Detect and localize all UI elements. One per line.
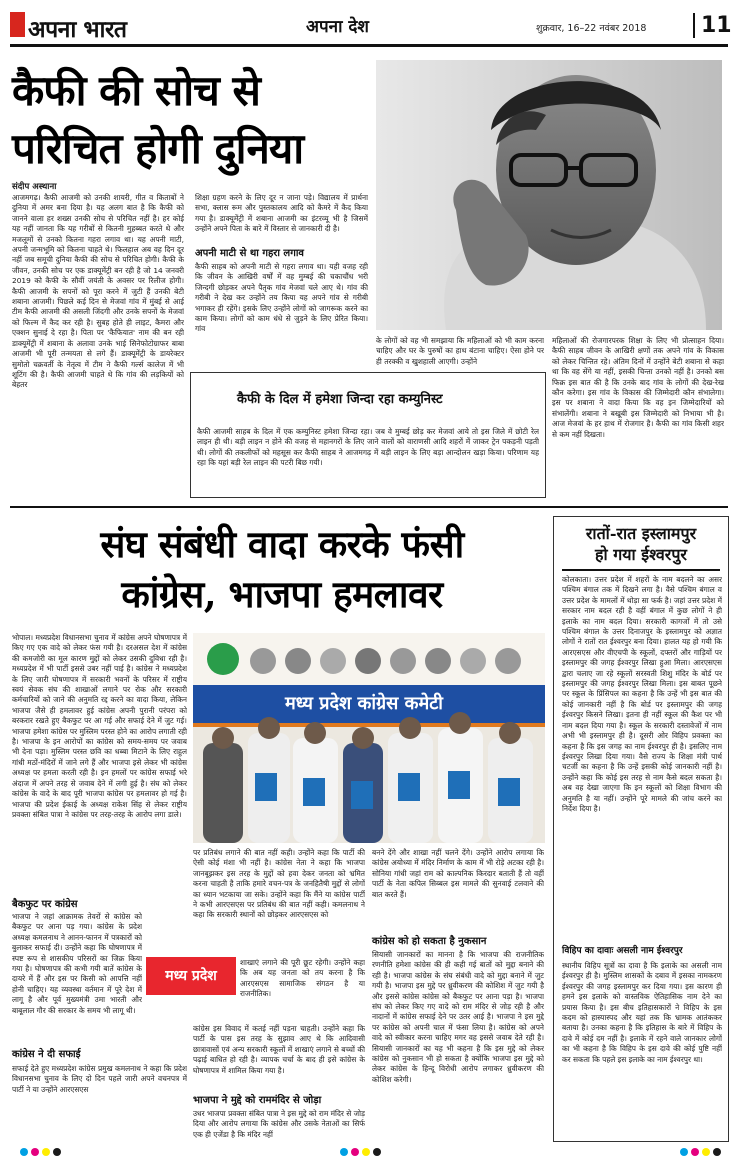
section-name: अपना देश	[306, 17, 369, 37]
madhya-pradesh-tag: मध्य प्रदेश	[146, 957, 236, 995]
sidebar-subhead: विहिप का दावाः असली नाम ईश्वरपुर	[562, 946, 683, 956]
communist-box-text: कैफी आजमी साहब के दिल में एक कम्युनिस्ट हमेशा जिन्दा रहा। जब वे मुम्बई छोड़ कर मेजवां आये तो इस जिले में छोटी रेल लाइन ही थी। बड़ी लाइन न होने की वजह से महानगरों के लिए जाने वालों को वाराणसी आदि शहरों में जाकर ट्रेन पकड़नी पड़ती थी। लोगों की तकलीफों को महसूस कर कैफी साहब ने आजमगढ़ में बड़ी लाइन के लिए बड़ा आन्दोलन खड़ा किया। परिणाम यह रहा कि यहां बड़ी रेल लाइन की पटरी बिछ गयी।	[197, 427, 539, 468]
page-number: 11	[693, 13, 732, 38]
story1-col3: के लोगों को वह भी समझाया कि महिलाओं को भी काम करना चाहिए और घर के पुरुषों का हाथ बंटाना चाहिए। ऐसा होने पर ही तरक्की व खुशहाली आएगी। उन्होंने	[376, 336, 544, 366]
masthead	[0, 0, 737, 46]
congress-press-photo	[193, 633, 545, 843]
story2-col3a: बनने देंगे और शाखा नहीं चलने देंगे। उन्होंने आरोप लगाया कि कांग्रेस अयोध्या में मंदिर निर्माण के काम में भी रोड़े अटका रही है। सोनिया गांधी जहां राम को काल्पनिक किरदार बताती हैं तो वहीं पार्टी के नेता कपिल सिब्बल इस मामले की सुनवाई टलवाने की बात करते हैं।	[372, 848, 544, 899]
brand-red-square	[10, 12, 25, 37]
story2-headline-line2: कांग्रेस, भाजपा हमलावर	[121, 572, 443, 616]
story2-subhead-ram: भाजपा ने मुद्दे को राममंदिर से जोड़ा	[193, 1095, 322, 1106]
header-rule	[10, 44, 728, 47]
issue-date: शुक्रवार, 16–22 नवंबर 2018	[536, 23, 647, 34]
kaifi-portrait-photo	[376, 60, 722, 330]
story1-col1: आजमगढ़। कैफी आजमी को उनकी शायरी, गीत व किताबों ने दुनिया में अमर बना दिया है। यह अलग बात है कि कैफी को जानने वाला हर शख्स उनकी सोच से परिचित नहीं है। हर कोई यह नहीं जानता कि यह गरीबों से कितनी मुहब्बत करते थे और मजलूमों से उनको कितना गहरा लगाव था। यह अपनी माटी, अपनी जन्मभूमि को कितना चाहते थे। फिलहाल अब वह दिन दूर नहीं जब समूची दुनिया कैफी की सोच से परिचित होगी। कैफी के जीवन, उनकी सोच पर एक डाक्यूमेंट्री बन रही है जो 14 जनवरी 2019 को कैफी के सौवीं जयंती के अवसर पर रिलीज होगी। कैफी आजमी के सपनों को पूरा करने में जुटी हैं उनकी बेटी शबाना आजमी। पिछले कई दिन से मेजवां गांव में मुंबई से आई टीम कैफी आजमी की असली जिंदगी और उनके सपनों के मेजवां को फिल्म में कैद कर रही है। सुबह होते ही लाइट, कैमरा और एक्शन सुनाई दे रहा है। पिता पर 'कैफियात' नाम की बन रही डाक्यूमेंट्री में शबाना के अलावा उनके भाई सिनेफोटोग्राफर बाबा आजमी भी पूरी तन्मयता से लगे हैं। डाक्यूमेंट्री के डायरेक्टर सुमोतो चक्रवर्ती के नेतृत्व में टीम ने कैफी गर्ल्स कालेज में भी शूटिंग की है। कैफी आजमी चाहते थे कि गांव की लड़कियों को बेहतर	[12, 193, 184, 390]
story2-col2c: उधर भाजपा प्रवक्ता संबित पात्रा ने इस मुद्दे को राम मंदिर से जोड़ दिया और आरोप लगाया कि कांग्रेस और उसके नेताओं का सिर्फ एक ही एजेंडा है कि मंदिर नहीं	[193, 1109, 365, 1139]
story1-subhead-mati: अपनी माटी से था गहरा लगाव	[195, 248, 304, 259]
portrait-image	[376, 60, 722, 330]
sidebar-text1: कोलकाता। उत्तर प्रदेश में शहरों के नाम बदलने का असर पश्चिम बंगाल तक में दिखने लगा है। वैसे पश्चिम बंगाल व उत्तर प्रदेश के मामलों में थोड़ा सा फर्क है। जहां उत्तर प्रदेश में सरकार नाम बदल रही है वहीं बंगाल में कुछ लोगों ने ही इलाके का नाम बदल दिया। सरकारी कागजों में तो उसे पश्चिम बंगाल के उत्तर दिनाजपुर के इस्लामपुर को अज्ञात लोगों ने रातों रात ईश्वरपुर बना दिया। हालत यह हो गयी कि आरएसएस और वीएचपी के स्कूलों, दफ्तरों और गाड़ियों पर इस्लामपुर की जगह ईश्वरपुर लिखा हुआ मिला। आरएसएस द्वारा चलाए जा रहे स्कूलों सरस्वती शिशु मंदिर के बोर्ड पर इस्लामपुर की जगह ईश्वरपुर लिखा मिला। इस बाबत पूछने पर स्कूल के प्रिंसिपल का कहना है कि उन्हें भी इस बात की कोई जानकारी नहीं है कि बोर्ड पर इस्लामपुर की जगह ईश्वरपुर किसने लिखा। इतना ही नहीं स्कूल की कैश पर भी नाम बदल दिया गया है। स्कूल के सरकारी दस्तावेजों में नाम अभी भी इस्लामपुर ही है। दूसरी ओर विहिप प्रवक्ता का कहना है कि इस जगह का नाम ईश्वरपुर ही है। इसलिए नाम ईश्वरपुर लिखा दिया गया। वैसे राज्य के शिक्षा मंत्री पार्थ चटर्जी का कहना है कि उन्हें इसकी कोई जानकारी नहीं है। उन्होंने कहा कि कोई इस तरह से नाम कैसे बदल सकता है। अब वह देखा जाएगा कि इन स्कूलों को शिक्षा विभाग की अनुमति है या नहीं। उन्होंने पूरे मामले की जांच करने का निर्देश दिया है।	[562, 575, 722, 813]
registration-dots-left	[20, 1148, 61, 1156]
story2-col3b: सियासी जानकारों का मानना है कि भाजपा की राजनीतिक रणनीति हमेशा कांग्रेस की ही कही गई बातों को मुद्दा बनाने की रही है। भाजपा कांग्रेस के संघ संबंधी वादे को मुद्दा बनाने में जुट गयी है। भाजपा इस मुद्दे पर ध्रुवीकरण की कोशिश में जुट गयी है और इससे कांग्रेस कांग्रेस को बैकफुट पर आना पड़ा है। भाजपा संघ को लेकर किए गए वादे को राम मंदिर से जोड़ रही है और नादानों में कांग्रेस सफाई देने पर उतर आई है। भाजपा ने इस मुद्दे पर कांग्रेस को अपनी चाल में फंसा लिया है। कांग्रेस को अपने वादे को स्वीकार करना चाहिए मगर वह इससे जवाब देते रही है। सियासी जानकारों का यह भी कहना है कि इस मुद्दे को लेकर कांग्रेस को नुकसान भी हो सकता है क्योंकि भाजपा इस मुद्दे को लेकर कांग्रेस के हिन्दू विरोधी आरोप लगाकर ध्रुवीकरण की कोशिश करेगी।	[372, 950, 544, 1084]
story2-col1c: सफाई देते हुए मध्यप्रदेश कांग्रेस प्रमुख कमलनाथ ने कहा कि प्रदेश विधानसभा चुनाव के लिए दो दिन पहले जारी अपने वचनपत्र में पार्टी ने या उन्होंने आरएसएस	[12, 1064, 187, 1094]
story2-subhead-loss: कांग्रेस को हो सकता है नुकसान	[372, 936, 487, 947]
communist-box-headline: कैफी के दिल में हमेशा जिन्दा रहा कम्युनिस्ट	[237, 392, 443, 407]
sidebar-rule	[562, 569, 720, 571]
story2-subhead-safai: कांग्रेस ने दी सफाई	[12, 1049, 81, 1060]
story2-col2: पर प्रतिबंध लगाने की बात नहीं कही। उन्होंने कहा कि पार्टी की ऐसी कोई मंशा भी नहीं है। कांग्रेस नेता ने कहा कि भाजपा जानबूझकर इस तरह के मुद्दों को हवा देकर जनता को भ्रमित करना चाहती है ताकि हमारे वचन-पत्र के जनहितैषी मुद्दों से लोगों का ध्यान भटकाया जा सके। उन्होंने कहा कि मैंने या कांग्रेस पार्टी ने कभी आरएसएस पर प्रतिबंध की बात नहीं कही। कमलनाथ ने कहा कि सरकारी स्थानों को छोड़कर आरएसएस को	[193, 848, 365, 920]
story2-headline-line1: संघ संबंधी वादा करके फंसी	[100, 522, 464, 566]
sidebar-box	[553, 516, 729, 1142]
sidebar-headline-line2: हो गया ईश्वरपुर	[595, 545, 687, 564]
story2-col2-right: शाखाएं लगाने की पूरी छूट रहेगी। उन्होंने कहा कि अब यह जनता को तय करना है कि आरएसएस सामाजिक संगठन है या राजनीतिक।	[240, 958, 365, 999]
story2-col2b: कांग्रेस इस विवाद में कतई नहीं पड़ना चाहती। उन्होंने कहा कि पार्टी के पास इस तरह के सुझाव आए थे कि आदिवासी छात्रावासों एवं अन्य सरकारी स्कूलों में शाखाएं लगाने से बच्चों की पढ़ाई बाधित हो रही है। व्यापक चर्चा के बाद ही इसे कांग्रेस के घोषणापत्र में शामिल किया गया है।	[193, 1024, 365, 1075]
story1-col2b: कैफी साहब को अपनी माटी से गहरा लगाव था। यही वजह रही कि जीवन के आखिरी वर्षों में वह मुम्बई की चकाचौंध भरी जिन्दगी छोड़कर अपने पैतृक गांव मेजवां चले आए थे। गांव की गरीबी ने देख कर उन्होंने तय किया यह अपने गांव से गरीबी भगाकर ही रहेंगे। इसके लिए उन्होंने लोगों को जागरूक करने का काम किया। लोगों को काम धंधे से जुड़ने के लिए प्रेरित किया। गांव	[195, 262, 368, 334]
sidebar-text2: स्थानीय विहिप सूत्रों का दावा है कि इलाके का असली नाम ईश्वरपुर ही है। मुस्लिम शासकों के दबाव में इसका नामकरण ईश्वरपुर की जगह इस्लामपुर कर दिया गया। इस कारण ही हमने इस इलाके को वास्तविक ऐतिहासिक नाम देने का प्रयास किया है। इस बीच इतिहासकारों ने विहिप के इस कदम को हास्यास्पद और यहां तक कि भ्रामक आतंककर बताया है। उनका कहना है कि इतिहास के बारे में विहिप के दावे में कोई दम नहीं है। इलाके में रहने वाले जानकार लोगों का भी कहना है कि विहिप के इस दावे की कोई पुष्टि नहीं कर सकता कि पहले इस इलाके का नाम ईश्वरपुर था।	[562, 961, 722, 1064]
section-divider	[10, 506, 728, 508]
registration-dots-center	[340, 1148, 381, 1156]
story1-col2a: शिक्षा ग्रहण करने के लिए दूर न जाना पड़े। विद्यालय में प्रार्थना सभा, क्लास रूम और पुस्तकालय आदि को कैमरे में कैद किया गया है। डाक्यूमेंट्री में शबाना आजमी का इंटरव्यू भी है जिसमें उन्होंने अपने पिता के बारे में विस्तार से जानकारी दी है।	[195, 193, 368, 234]
story2-subhead-backfoot: बैकफुट पर कांग्रेस	[12, 899, 78, 910]
registration-dots-right	[680, 1148, 721, 1156]
photo-banner-text: मध्य प्रदेश कांग्रेस कमेटी	[285, 693, 443, 714]
brand-name: अपना भारत	[28, 16, 127, 43]
story2-col1a: भोपाल। मध्यप्रदेश विधानसभा चुनाव में कांग्रेस अपने घोषणापत्र में किए गए एक वादे को लेकर फंस गयी है। दरअसल देश में कांग्रेस की कमजोरी का मूल कारण मुद्दों को लेकर उसकी दुविधा रही है। मध्यप्रदेश में भी पार्टी इससे उबर नहीं पाई है। कांग्रेस ने मध्यप्रदेश के लिए जारी घोषणापत्र में सरकारी भवनों के परिसर में राष्ट्रीय स्वयं सेवक संघ की शाखाओं लगाने पर रोक और सरकारी कर्मचारियों को जाने की अनुमति रद्द करने का वादा किया, लेकिन भाजपा जैसे ही हमलावर हुई कांग्रेस अपनी पुरानी परंपरा को बरकरार रखते हुए बैकफुट पर आ गई और सफाई देने में जुट गई। भाजपा हमेशा कांग्रेस पर मुस्लिम परस्त होने का आरोप लगाती रही है। भाजपा के इन आरोपों का कांग्रेस को समय-समय पर जवाब भी देना पड़ा। मुस्लिम परस्त छवि का धब्बा मिटाने के लिए राहुल गांधी मठों-मंदिरों में जाने लगे हैं और भाजपा इसे लेकर भी कांग्रेस अध्यक्ष पर हमला करती रही है। इन हमलों पर कांग्रेस सफाई भरे अंदाज में अपने तरह से जवाब देने में लगी हुई है। संघ को लेकर कांग्रेस के वादे के बाद पूरी भाजपा कांग्रेस पर हमलावर हो गई है। भाजपा की प्रदेश ईकाई के अध्यक्ष राकेश सिंह से लेकर राष्ट्रीय प्रवक्ता संबित पात्रा ने कांग्रेस पर तरह-तरह के आरोप लगा डाले।	[12, 633, 187, 819]
press-image	[193, 633, 545, 843]
story1-byline: संदीप अस्थाना	[12, 182, 57, 192]
story1-headline-line1: कैफी की सोच से	[12, 66, 260, 115]
sidebar-headline-line1: रातों-रात इस्लामपुर	[585, 524, 697, 543]
communist-box	[190, 372, 546, 498]
story1-col4: महिलाओं की रोजगारपरक शिक्षा के लिए भी प्रोत्साहन दिया। कैफी साहब जीवन के आखिरी क्षणों तक अपने गांव के विकास को लेकर चिन्तित रहे। अंतिम दिनों में उन्होंने बेटी शबाना से कहा था कि वह सेंगे या नहीं, इसकी चिन्ता उनको नहीं है। उनको बस फिक्र इस बात की है कि उनके बाद गांव के लोगों की देख-रेख कौन करेगा। इस गांव के विकास की जिम्मेदारी कौन संभालेगा। इस पर शबाना ने वादा किया कि वह इन जिम्मेदारियों को संभालेंगी। शबाना ने बखूबी इस जिम्मेदारी को निभाया भी है। आज मेजवां के हर हाथ में रोजगार है। कैफी का गांव किसी शहर से कम नहीं दिखता।	[552, 336, 724, 439]
story1-headline-line2: परिचित होगी दुनिया	[12, 124, 304, 173]
story2-col1b: भाजपा ने जहां आक्रामक तेवरों से कांग्रेस को बैकफुट पर आना पड़ गया। कांग्रेस के प्रदेश अध्यक्ष कमलनाथ ने आनन-फानन में पत्रकारों को बुलाकर सफाई दी। उन्होंने कहा कि घोषणापत्र में स्पष्ट रूप से शासकीय परिसरों का जिक्र किया गया है। घोषणापत्र की कभी गयी बातें कांग्रेस के दायरे में हैं और इस पर किसी को आपत्ति नहीं होनी चाहिए। यह व्यवस्था वर्तमान में पूरे देश में लागू है और पूर्व मुख्यमंत्री उमा भारती और बाबूलाल गौर की सरकार के समय भी लागू थी।	[12, 912, 142, 1015]
